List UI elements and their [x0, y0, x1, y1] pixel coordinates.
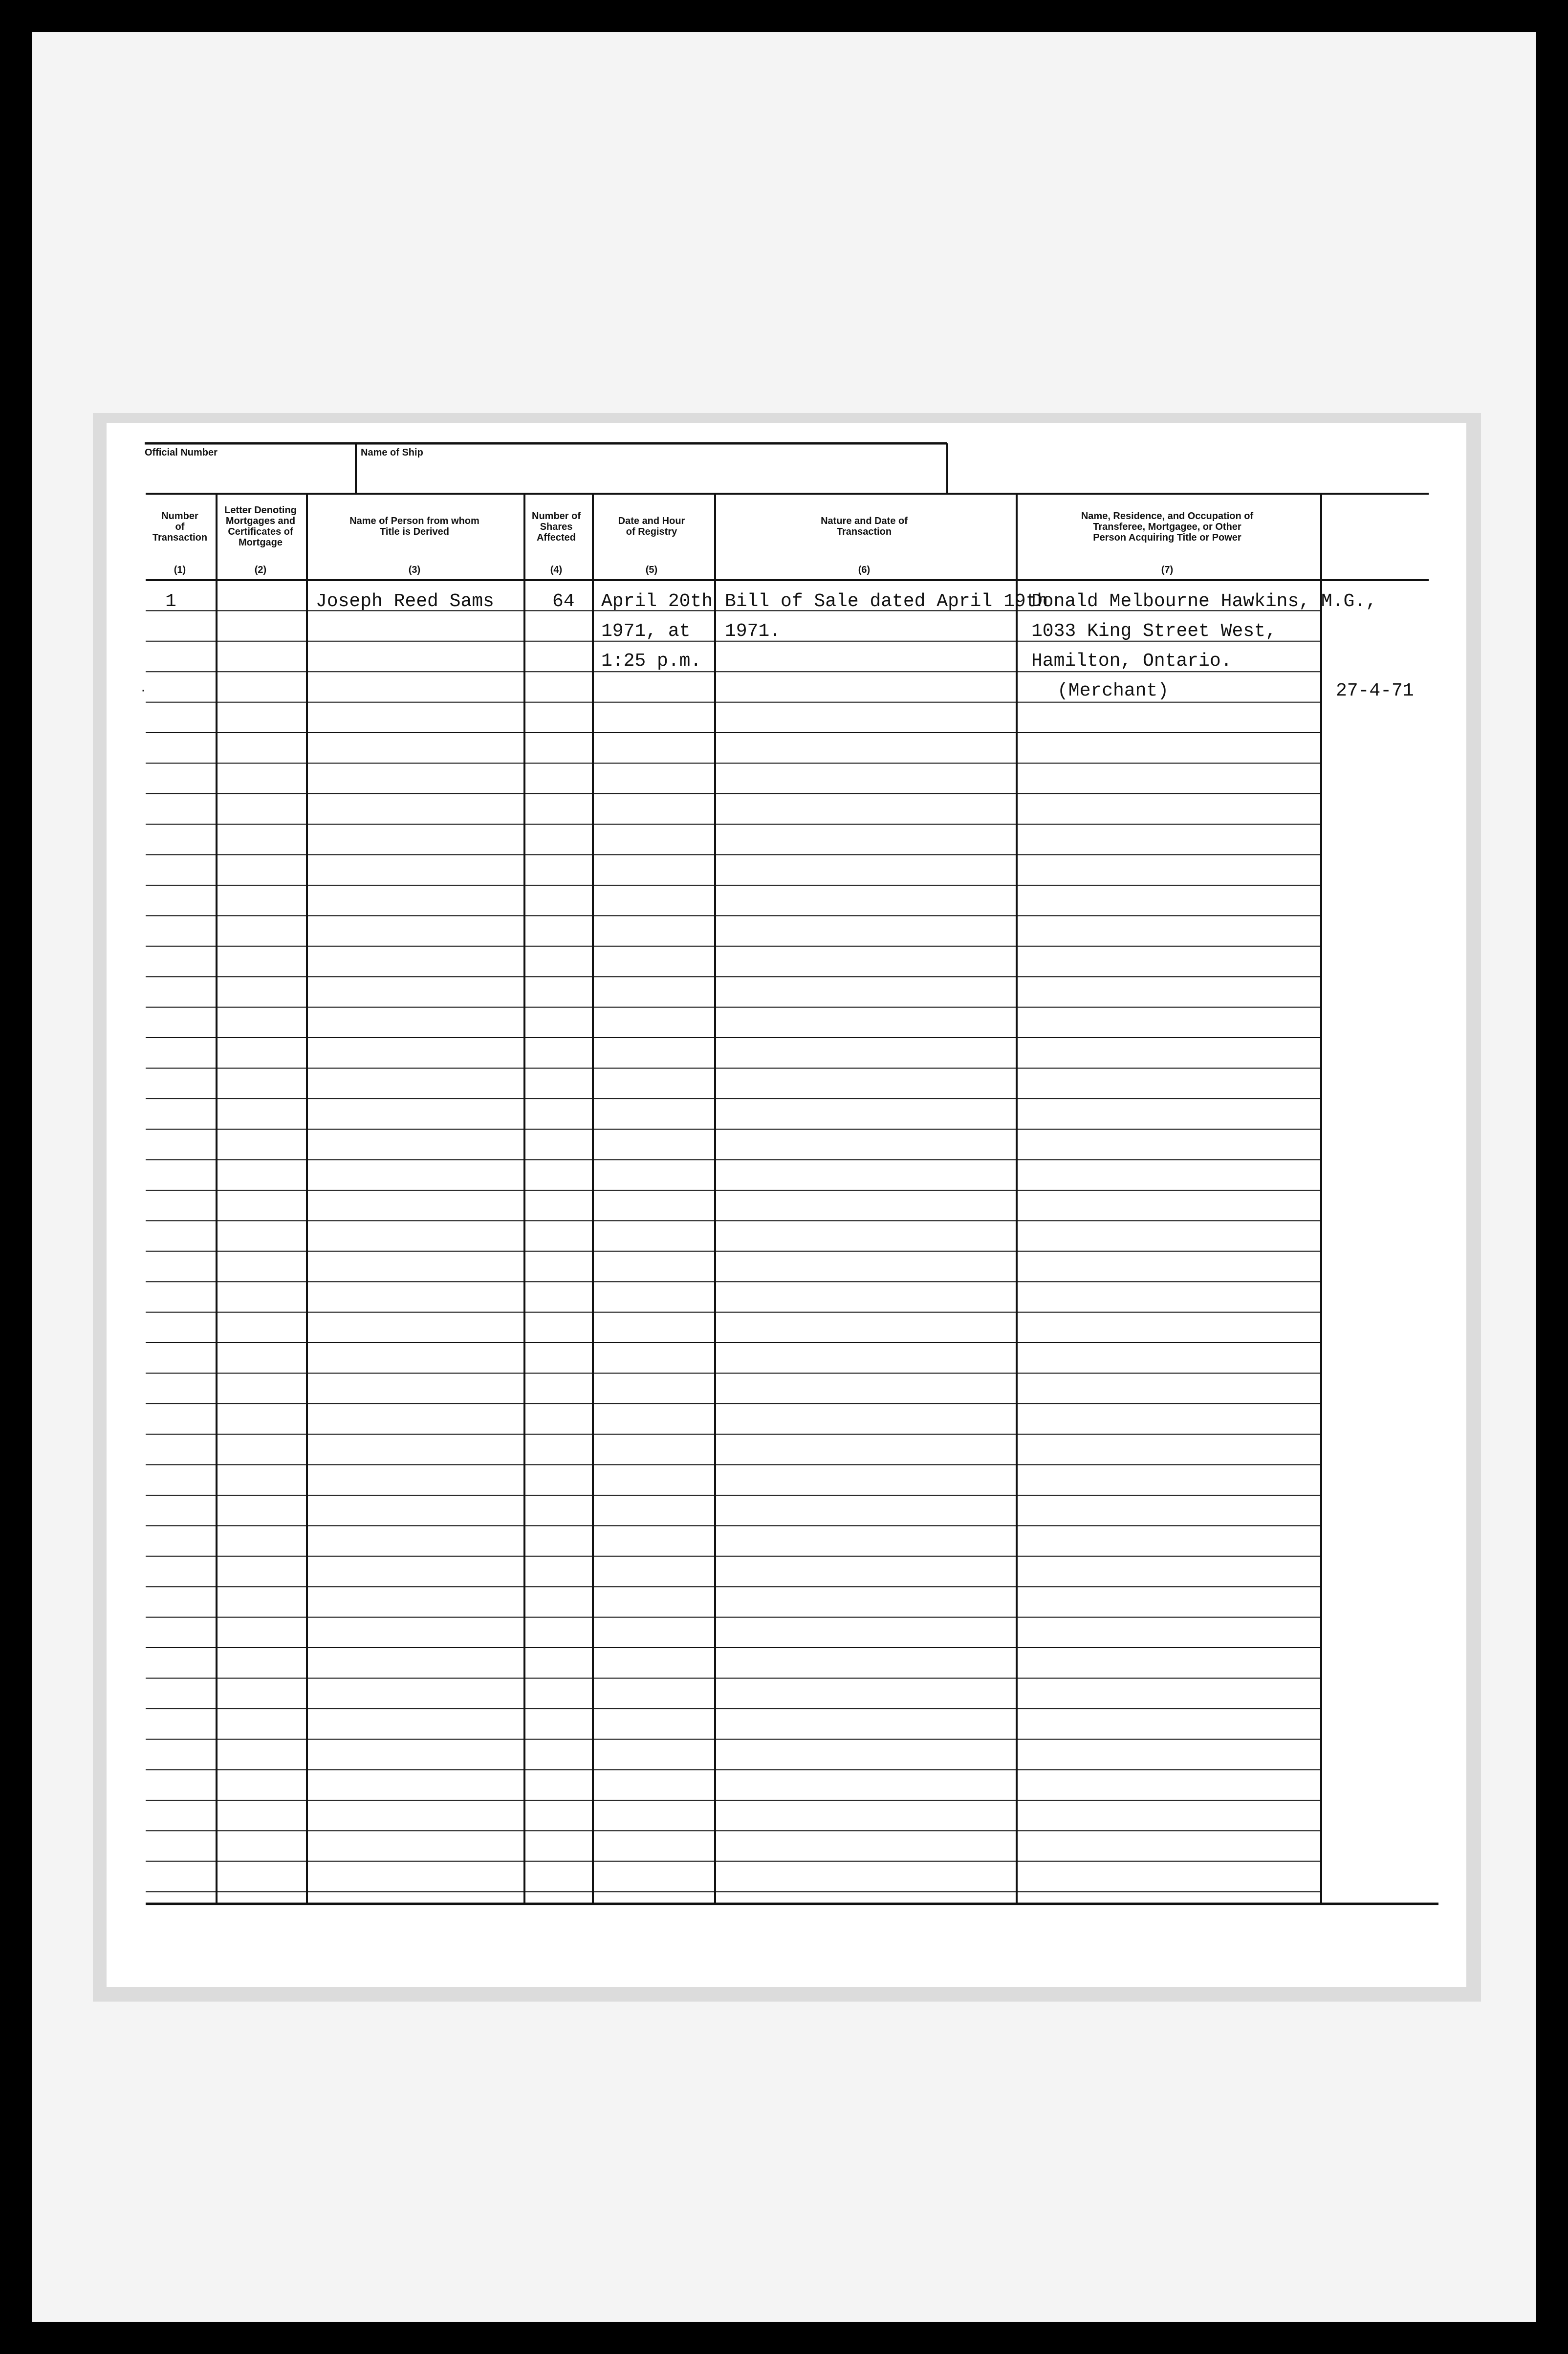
col-1-header: Number of Transaction — [152, 511, 208, 543]
registry-line-3: 1:25 p.m. — [601, 651, 702, 672]
from-whom: Joseph Reed Sams — [316, 591, 494, 612]
col-4-header: Number of Shares Affected — [532, 511, 581, 543]
register-sheet — [107, 423, 1466, 1987]
col-3-header: Name of Person from whom Title is Derived — [349, 516, 479, 537]
col-6-number: (6) — [858, 565, 871, 575]
col-1-number: (1) — [174, 565, 186, 575]
transferee-line-1: Donald Melbourne Hawkins, M.G., — [1031, 591, 1377, 612]
col-7-number: (7) — [1161, 565, 1174, 575]
ruled-grid — [107, 423, 1466, 1987]
registry-line-1: April 20th — [601, 591, 713, 612]
stray-mark: · — [141, 682, 146, 698]
col-6-header: Nature and Date of Transaction — [821, 516, 908, 537]
transferee-line-2: 1033 King Street West, — [1031, 621, 1277, 642]
official-number-label: Official Number — [145, 447, 218, 458]
col-5-header: Date and Hour of Registry — [618, 516, 685, 537]
col-2-number: (2) — [254, 565, 267, 575]
registry-line-2: 1971, at — [601, 621, 691, 642]
transaction-number: 1 — [165, 591, 176, 612]
col-7-header: Name, Residence, and Occupation of Transferee, Mortgagee, or Other Person Acquiring Title or Power — [1081, 511, 1254, 543]
name-of-ship-label: Name of Ship — [361, 447, 423, 458]
nature-line-1: Bill of Sale dated April 19th — [725, 591, 1048, 612]
col-3-number: (3) — [408, 565, 421, 575]
transferee-line-3: Hamilton, Ontario. — [1031, 651, 1232, 672]
shares-affected: 64 — [552, 591, 575, 612]
col-4-number: (4) — [550, 565, 563, 575]
margin-date: 27-4-71 — [1336, 680, 1414, 701]
col-2-header: Letter Denoting Mortgages and Certificates of Mortgage — [224, 505, 297, 548]
col-5-number: (5) — [645, 565, 658, 575]
transferee-line-4: (Merchant) — [1057, 680, 1169, 701]
nature-line-2: 1971. — [725, 621, 781, 642]
